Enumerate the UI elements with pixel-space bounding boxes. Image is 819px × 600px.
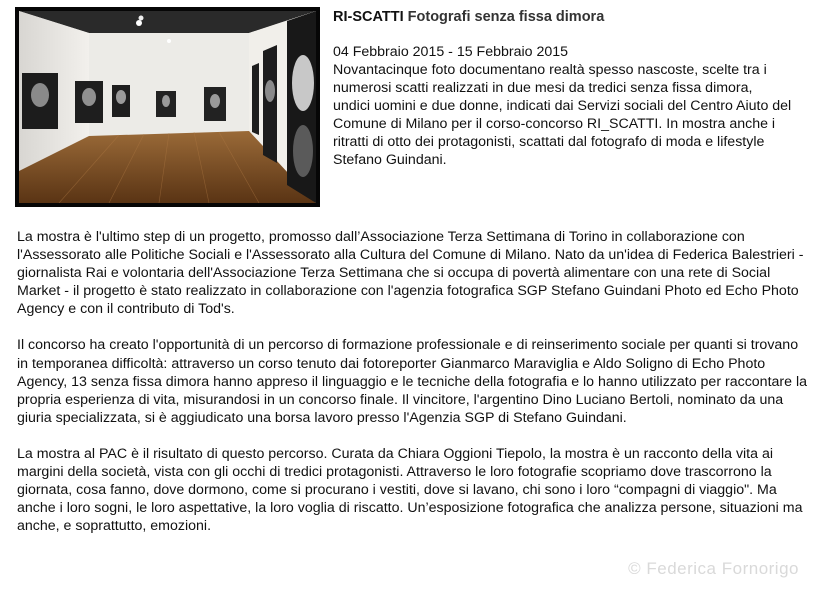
title-subtitle: Fotografi senza fissa dimora — [407, 9, 605, 25]
exhibition-dates: 04 Febbraio 2015 - 15 Febbraio 2015 — [333, 44, 569, 60]
title-brand: RI-SCATTI — [333, 9, 404, 25]
article-body — [17, 228, 807, 553]
body-paragraph-1: La mostra è l'ultimo step di un progetto, promosso dall’Associazione Terza Settimana di Torino in collaborazione con l'Assessorato alle Politiche Sociali e l'Assessorato alla Cultura del Comune di Milano. Nato da un'idea di Federica Balestrieri - giornalista Rai e volontaria dell'Associazione Terza Settimana che si occupa di povertà alimentare con una rete di Social Market - il progetto è stato realizzato in collaborazione con l'agenzia fotografica SGP Stefano Guindani Photo ed Echo Photo Agency e con il contributo di Tod's. — [17, 229, 804, 318]
body-paragraph-2: Il concorso ha creato l'opportunità di un percorso di formazione professionale e di reinserimento sociale per quanti si trovano in temporanea difficoltà: attraverso un corso tenuto dai fotoreporter Gianmarco Maraviglia e Aldo Soligno di Echo Photo Agency, 13 senza fissa dimora hanno appreso il linguaggio e le tecniche della fotografia e lo hanno utilizzato per raccontare la propria esperienza di vita, misurandosi in un concorso finale. Il vincitore, l'argentino Dino Luciano Bertoli, nominato da una giuria specializzata, si è aggiudicato una borsa lavoro presso l'Agenzia SGP di Stefano Guindani. — [17, 337, 808, 426]
body-paragraph-3: La mostra al PAC è il risultato di questo percorso. Curata da Chiara Oggioni Tiepolo, la mostra è un racconto della vita ai margini della società, vista con gli occhi di tredici protagonisti. Attraverso le loro fotografie scopriamo dove trascorrono la giornata, cosa fanno, dove dormono, come si procurano i vestiti, dove si lavano, chi sono i loro “compagni di viaggio". Ma anche i loro sogni, le loro aspettative, la loro voglia di riscatto. Un’esposizione fotografica che analizza persone, situazioni ma anche, e soprattutto, emozioni. — [17, 445, 803, 535]
header-block — [333, 8, 793, 169]
intro-paragraph: Novantacinque foto documentano realtà spesso nascoste, scelte tra i numerosi scatti realizzati in due mesi da tredici senza fissa dimora, undici uomini e due donne, indicati dai Servizi sociali del Centro Aiuto del Comune di Milano per il corso-concorso RI_SCATTI. In mostra anche i ritratti di otto dei protagonisti, scattati dal fotografo di moda e lifestyle Stefano Guindani. — [333, 62, 792, 168]
gallery-photo-icon — [19, 11, 316, 203]
exhibition-photo — [15, 7, 320, 207]
page-title — [333, 8, 793, 26]
watermark: © Federica Fornorigo — [628, 559, 799, 578]
